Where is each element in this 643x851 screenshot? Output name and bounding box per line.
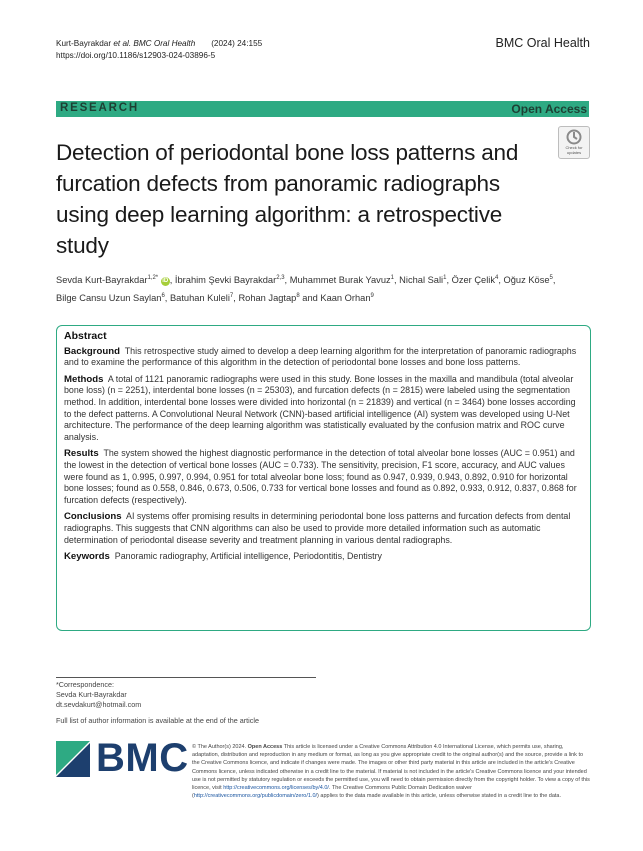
research-label: RESEARCH: [60, 102, 139, 114]
check-for-updates-badge[interactable]: Check for updates: [558, 126, 590, 159]
orcid-icon[interactable]: iD: [162, 278, 169, 285]
footnote-divider: [56, 677, 316, 678]
correspondence-name: Sevda Kurt-Bayrakdar: [56, 690, 127, 699]
doi-link[interactable]: https://doi.org/10.1186/s12903-024-03896-5: [56, 51, 216, 60]
author[interactable]: Batuhan Kuleli: [169, 293, 230, 304]
license-statement: © The Author(s) 2024. Open Access This article is licensed under a Creative Commons Attribution 4.0 International License, which permits use, sharing, adaptation, distribution and reproduction in any medium or format, as long as you give appropriate credit to the original author(s) and the source, provide a link to the Creative Commons licence, and indicate if changes were made. The images or other third party material in this article are included in the article's Creative Commons licence, unless indicated otherwise in a credit line to the material. If material is not included in the article's Creative Commons licence and your intended use is not permitted by statutory regulation or exceeds the permitted use, you will need to obtain permission directly from the copyright holder. To view a copy of this licence, visit http://creativecommons.org/licenses/by/4.0/. The Creative Commons Public Domain Dedication waiver (http://creativecommons.org/publicdomain/zero/1.0/) applies to the data made available in this article, unless otherwise stated in a credit line to the data.: [192, 744, 590, 800]
article-title: Detection of periodontal bone loss patterns and furcation defects from panoramic radiographs using deep learning algorithm: a retrospective study: [56, 140, 519, 258]
author[interactable]: Muhammet Burak Yavuz: [289, 275, 391, 286]
abstract-keywords: Keywords Panoramic radiography, Artificial intelligence, Periodontitis, Dentistry: [64, 551, 382, 563]
author[interactable]: Rohan Jagtap: [238, 293, 297, 304]
correspondence: *Correspondence: Sevda Kurt-Bayrakdar dt.sevdakurt@hotmail.com: [56, 680, 142, 709]
open-access-label: Open Access: [511, 102, 587, 116]
article-type-banner: [56, 101, 589, 117]
abstract-heading: Abstract: [64, 330, 107, 342]
abstract-methods: Methods A total of 1121 panoramic radiographs were used in this study. Bone losses in the maxilla and mandibula (total alveolar bone loss) (n = 2251), interdental bone losses (n = 25303), and furcation defects (n = 2815) were labeled using the segmentation method. In addition, interdental bone losses were divided into horizontal (n = 21839) and vertical (n = 3464) bone losses according to the defect patterns. A Convolutional Neural Network (CNN)-based artificial intelligence (AI) system was developed using U-Net architecture. The performance of the deep learning algorithm was statistically evaluated by the confusion matrix and ROC curve analysis.: [64, 373, 576, 442]
bmc-logo-icon: [56, 741, 90, 777]
correspondence-email[interactable]: dt.sevdakurt@hotmail.com: [56, 700, 142, 709]
abstract-background: Background This retrospective study aimed to develop a deep learning algorithm for the interpretation of panoramic radiographs and to examine the performance of this algorithm in the detection of periodontal bone losses and bone loss patterns.: [64, 345, 577, 368]
author[interactable]: Nichal Sali: [399, 275, 444, 286]
author[interactable]: Kaan Orhan: [320, 293, 371, 304]
author-info-note: Full list of author information is available at the end of the article: [56, 716, 259, 725]
abstract-conclusions: Conclusions AI systems offer promising results in determining periodontal bone loss patterns and furcation defects from dental radiographs. This suggests that CNN algorithms can also be used to provide more detailed information such as automatic determination of periodontal disease severity and treatment planning in various dental radiographs.: [64, 511, 571, 545]
license-link[interactable]: http://creativecommons.org/licenses/by/4.0/: [223, 785, 329, 792]
author[interactable]: Sevda Kurt-Bayrakdar: [56, 275, 148, 286]
author-list: Sevda Kurt-Bayrakdar$^{1,2*}$ iD , İbrahim Şevki Bayrakdar$^{2,3}$, Muhammet Burak Yavuz$^1$, Nichal Sali$^1$, Özer Çelik$^4$, Oğuz Köse$^5$, Bilge Cansu Uzun Saylan$^6$, Batuhan Kuleli$^7$, Rohan Jagtap$^8$ and Kaan Orhan$^9$: [56, 275, 556, 304]
author[interactable]: İbrahim Şevki Bayrakdar: [174, 275, 277, 286]
author[interactable]: Oğuz Köse: [503, 275, 550, 286]
public-domain-link[interactable]: http://creativecommons.org/publicdomain/zero/1.0/: [193, 793, 318, 800]
journal-name: BMC Oral Health: [495, 36, 590, 50]
author[interactable]: Bilge Cansu Uzun Saylan: [56, 293, 162, 304]
journal-citation: Kurt-Bayrakdar et al. BMC Oral Health (2024) 24:155: [56, 39, 263, 48]
check-updates-icon: [565, 129, 583, 145]
running-header: [56, 38, 262, 62]
author[interactable]: Özer Çelik: [451, 275, 496, 286]
abstract-results: Results The system showed the highest diagnostic performance in the detection of total alveolar bone losses (AUC = 0.951) and the lowest in the detection of vertical bone losses (AUC = 0.733). The sensitivity, precision, F1 score, accuracy, and AUC values were found as 1, 0.995, 0.997, 0.994, 0.951 for total alveolar bone loss; found as 0.947, 0.939, 0.943, 0.892, 0.910 for horizontal bone losses; found as 0.558, 0.846, 0.673, 0.506, 0.733 for vertical bone losses and found as 0.892, 0.933, 0.912, 0.837, 0.868 for furcation defects (respectively).: [64, 448, 577, 505]
bmc-logo-text: BMC: [96, 736, 189, 780]
abstract-box: [56, 325, 591, 631]
